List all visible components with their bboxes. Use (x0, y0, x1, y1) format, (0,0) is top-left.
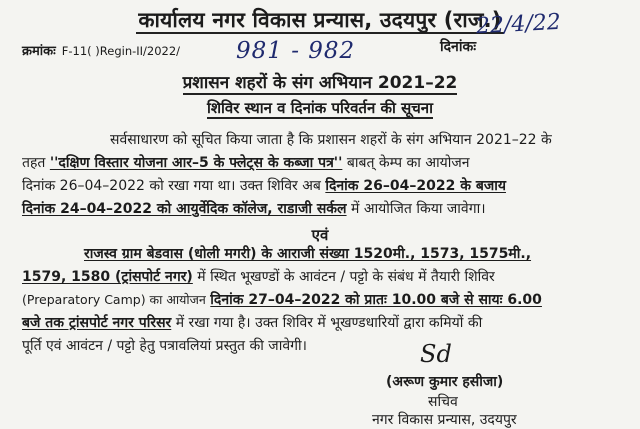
notice-subheading-text: शिविर स्थान व दिनांक परिवर्तन की सूचना (206, 99, 434, 117)
reference-label: क्रमांकः (22, 44, 56, 59)
para2-line4-post: में रखा गया है। उक्त शिविर में भूखण्डधारियों द्वारा कमियों की (175, 315, 483, 331)
camp-venue: बजे तक ट्रांसपोर्ट नगर परिसर (22, 315, 172, 331)
notice-subheading (0, 98, 640, 118)
para2-line1 (84, 244, 531, 263)
para1-line4-post: में आयोजित किया जावेगा। (351, 201, 486, 217)
para1-line2 (22, 153, 470, 172)
campaign-headline (0, 70, 640, 93)
date-label: दिनांकः (440, 39, 477, 55)
campaign-headline-text: प्रशासन शहरों के संग अभियान 2021–22 (182, 73, 458, 93)
para1-line2-post: बाबत् केम्प का आयोजन (346, 155, 470, 171)
old-date-text: दिनांक 26–04–2022 के बजाय (325, 178, 506, 194)
para2-line2-post: में स्थित भूखण्डों के आवंटन / पट्टो के संबंध में तैयारी शिविर (197, 269, 495, 285)
para2-line5: पूर्ति एवं आवंटन / पट्टो हेतु पत्रावलियां प्रस्तुत की जावेगी। (22, 338, 307, 354)
handwritten-reference-number: 981 - 982 (236, 38, 356, 64)
office-name-text: कार्यालय नगर विकास प्रन्यास, उदयपुर (राज.) (138, 8, 502, 32)
para1-line4 (22, 199, 486, 218)
revenue-village-text: राजस्व ग्राम बेडवास (धोली मगरी) के आराजी संख्या 1520मी., 1573, 1575मी., (84, 246, 532, 262)
para1-line2-pre: तहत (22, 155, 46, 171)
signatory-office: नगर विकास प्रन्यास, उदयपुर (372, 412, 517, 428)
para2-line3-pre: (Preparatory Camp) का आयोजन (22, 292, 206, 307)
signatory-designation: सचिव (428, 394, 458, 410)
signatory-name: (अरूण कुमार हसीजा) (386, 374, 504, 390)
camp-date-time: दिनांक 27–04–2022 को प्रातः 10.00 बजे से सायः 6.00 (210, 292, 542, 308)
new-date-venue: दिनांक 24–04–2022 को आयुर्वेदिक कॉलेज, राडाजी सर्कल (22, 201, 347, 217)
para2-line4 (22, 313, 482, 332)
scheme-name: ''दक्षिण विस्तार योजना आर–5 के फ्लेट्स के कब्जा पत्र'' (49, 155, 343, 171)
para1-line3-pre: दिनांक 26–04–2022 को रखा गया था। उक्त शिविर अब (22, 178, 321, 194)
para2-line2 (22, 267, 495, 286)
handwritten-date: 22/4/22 (475, 9, 562, 40)
para1-line1: सर्वसाधारण को सूचित किया जाता है कि प्रशासन शहरों के संग अभियान 2021–22 के (110, 132, 552, 148)
para2-line3 (22, 290, 542, 309)
transport-nagar-plots: 1579, 1580 (ट्रांसपोर्ट नगर) (22, 269, 193, 285)
reference-code: F-11( )Regin-II/2022/ (61, 44, 181, 58)
reference-row (22, 41, 180, 59)
para1-line3 (22, 176, 506, 195)
and-word: एवं (311, 226, 329, 244)
signature-mark: Sd (420, 340, 452, 368)
